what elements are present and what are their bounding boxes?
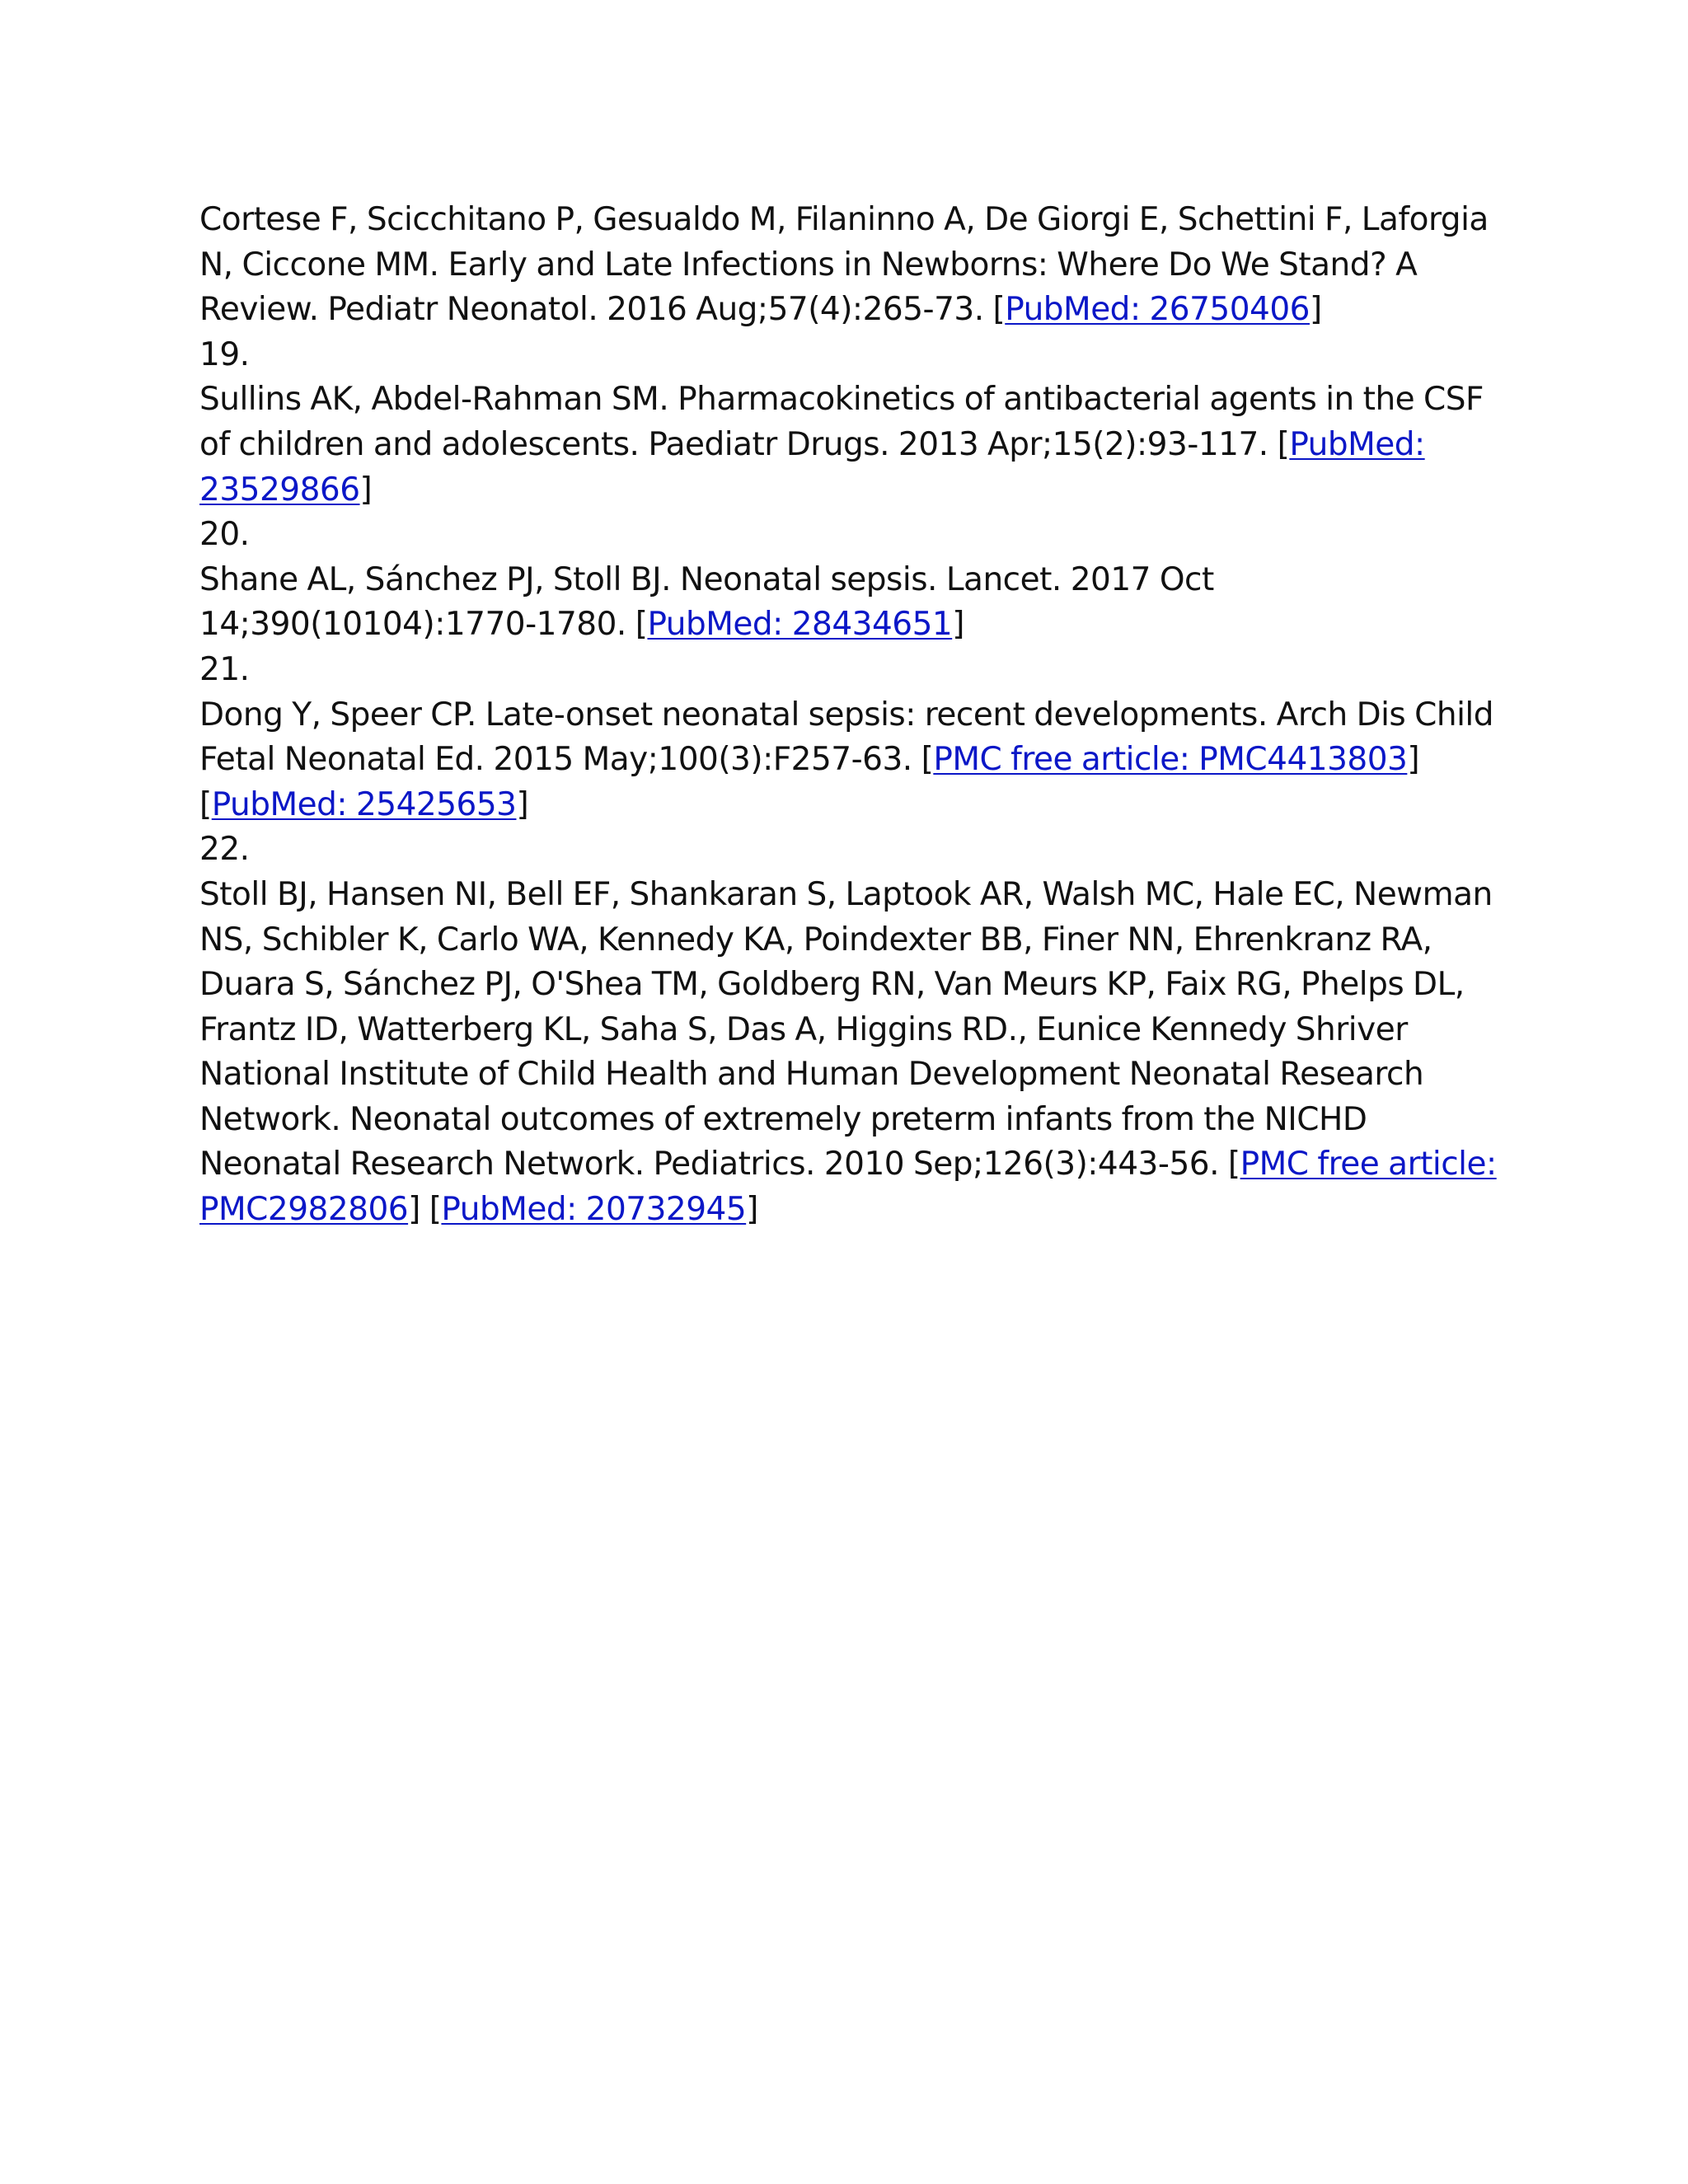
reference-citation: Cortese F, Scicchitano P, Gesualdo M, Filaninno A, De Giorgi E, Schettini F, Laforgia N, Ciccone MM. Early and Late Infections in Newborns: Where Do We Stand? A Review. Pediatr Neonatol. 2016 Aug;57(4):265-73. [PubMed: 26750406] <box>199 201 1489 329</box>
reference-citation: Shane AL, Sánchez PJ, Stoll BJ. Neonatal sepsis. Lancet. 2017 Oct 14;390(10104):1770-1780. [PubMed: 28434651] <box>199 560 1214 644</box>
reference-item <box>199 198 1502 333</box>
reference-number: 21. <box>199 650 250 688</box>
reference-list <box>199 198 1502 1233</box>
citation-text: Shane AL, Sánchez PJ, Stoll BJ. Neonatal sepsis. Lancet. 2017 Oct 14;390(10104):1770-1780. <box>199 560 1214 644</box>
citation-text: Dong Y, Speer CP. Late-onset neonatal sepsis: recent developments. Arch Dis Child Fetal Neonatal Ed. 2015 May;100(3):F257-63. <box>199 696 1494 779</box>
reference-number: 22. <box>199 831 250 869</box>
reference-citation: Dong Y, Speer CP. Late-onset neonatal sepsis: recent developments. Arch Dis Child Fetal Neonatal Ed. 2015 May;100(3):F257-63. [PMC free article: PMC4413803] [PubMed: 25425653] <box>199 696 1494 823</box>
reference-number: 19. <box>199 335 250 373</box>
citation-text: Sullins AK, Abdel-Rahman SM. Pharmacokinetics of antibacterial agents in the CSF of children and adolescents. Paediatr Drugs. 2013 Apr;15(2):93-117. <box>199 381 1484 463</box>
pubmed-link[interactable]: PubMed: 28434651 <box>647 606 953 644</box>
pmc-link[interactable]: PMC free article: PMC4413803 <box>933 741 1408 779</box>
reference-item <box>199 648 1502 827</box>
pubmed-link[interactable]: PubMed: 25425653 <box>211 785 517 823</box>
reference-item <box>199 333 1502 513</box>
pmc-link[interactable]: PMC free article: PMC2982806 <box>199 1146 1497 1229</box>
reference-item <box>199 827 1502 1232</box>
citation-text: Cortese F, Scicchitano P, Gesualdo M, Filaninno A, De Giorgi E, Schettini F, Laforgia N, Ciccone MM. Early and Late Infections in Newborns: Where Do We Stand? A Review. Pediatr Neonatol. 2016 Aug;57(4):265-73. <box>199 201 1489 329</box>
pubmed-link[interactable]: PubMed: 20732945 <box>441 1191 747 1229</box>
reference-citation: Sullins AK, Abdel-Rahman SM. Pharmacokinetics of antibacterial agents in the CSF of children and adolescents. Paediatr Drugs. 2013 Apr;15(2):93-117. [PubMed: 23529866] <box>199 381 1484 509</box>
pubmed-link[interactable]: PubMed: 26750406 <box>1005 291 1310 329</box>
reference-citation: Stoll BJ, Hansen NI, Bell EF, Shankaran S, Laptook AR, Walsh MC, Hale EC, Newman NS, Schibler K, Carlo WA, Kennedy KA, Poindexter BB, Finer NN, Ehrenkranz RA, Duara S, Sánchez PJ, O'Shea TM, Goldberg RN, Van Meurs KP, Faix RG, Phelps DL, Frantz ID, Watterberg KL, Saha S, Das A, Higgins RD., Eunice Kennedy Shriver National Institute of Child Health and Human Development Neonatal Research Network. Neonatal outcomes of extremely preterm infants from the NICHD Neonatal Research Network. Pediatrics. 2010 Sep;126(3):443-56. [PMC free article: PMC2982806] [PubMed: 20732945] <box>199 875 1497 1229</box>
reference-item <box>199 513 1502 648</box>
pubmed-link[interactable]: PubMed: 23529866 <box>199 425 1425 509</box>
reference-number: 20. <box>199 516 250 554</box>
citation-text: Stoll BJ, Hansen NI, Bell EF, Shankaran S, Laptook AR, Walsh MC, Hale EC, Newman NS, Schibler K, Carlo WA, Kennedy KA, Poindexter BB, Finer NN, Ehrenkranz RA, Duara S, Sánchez PJ, O'Shea TM, Goldberg RN, Van Meurs KP, Faix RG, Phelps DL, Frantz ID, Watterberg KL, Saha S, Das A, Higgins RD., Eunice Kennedy Shriver National Institute of Child Health and Human Development Neonatal Research Network. Neonatal outcomes of extremely preterm infants from the NICHD Neonatal Research Network. Pediatrics. 2010 Sep;126(3):443-56. <box>199 875 1493 1183</box>
